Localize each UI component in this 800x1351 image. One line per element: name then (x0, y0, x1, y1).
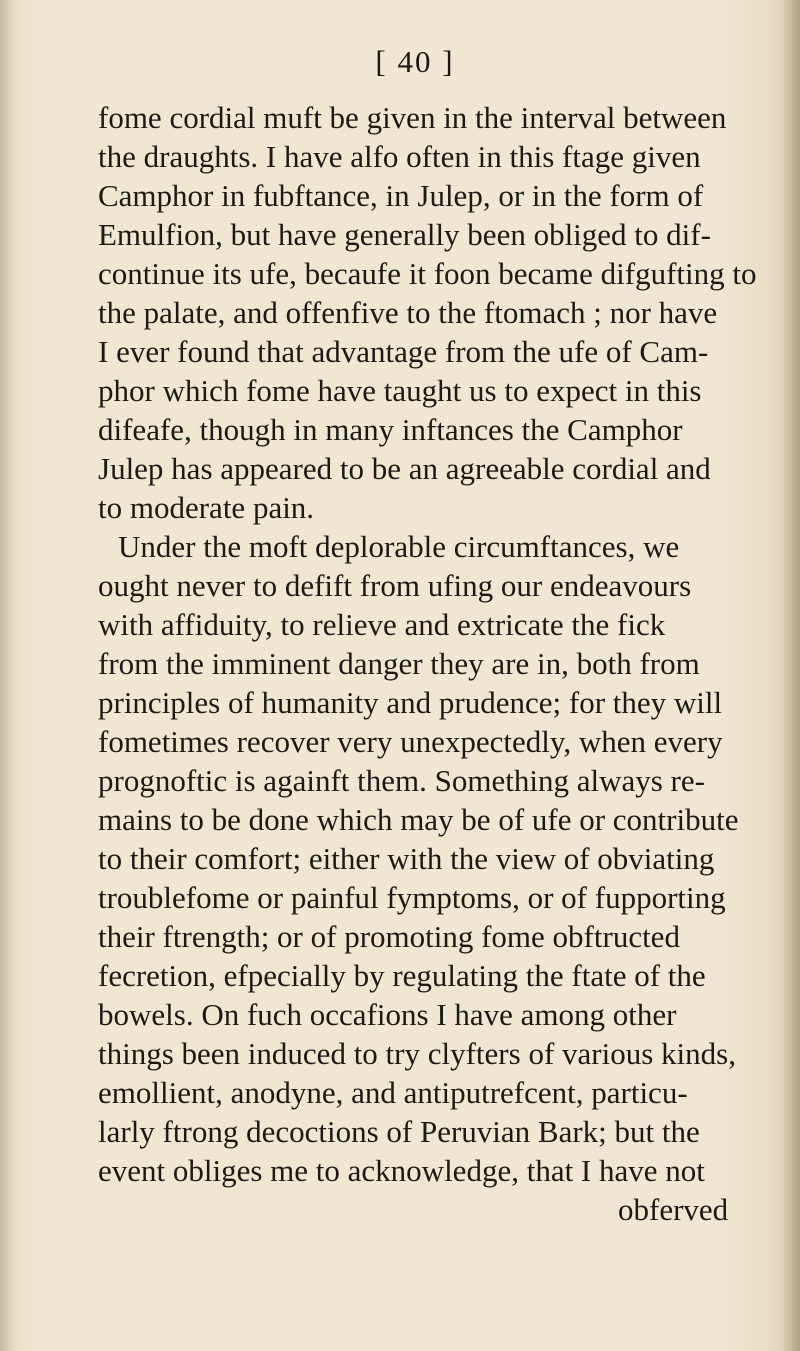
text-line: fome cordial muft be given in the interval between (98, 100, 727, 135)
text-line: Emulfion, but have generally been obliged to dif- (98, 217, 711, 252)
text-line: ought never to defift from ufing our endeavours (98, 568, 692, 603)
text-line: to moderate pain. (98, 490, 315, 525)
text-line: bowels. On fuch occafions I have among other (98, 997, 677, 1032)
text-line: Camphor in fubftance, in Julep, or in the form of (98, 178, 704, 213)
text-line: difeafe, though in many inftances the Camphor (98, 412, 683, 447)
page-left-shadow (0, 0, 14, 1351)
text-line: the draughts. I have alfo often in this ftage given (98, 139, 701, 174)
text-line: prognoftic is againft them. Something always re- (98, 763, 705, 798)
text-line: to their comfort; either with the view of obviating (98, 841, 715, 876)
text-line: Under the moft deplorable circumftances, we (118, 529, 680, 564)
text-line: their ftrength; or of promoting fome obftructed (98, 919, 680, 954)
page-right-shadow (782, 0, 800, 1351)
text-line: I ever found that advantage from the ufe of Cam- (98, 334, 709, 369)
text-line: things been induced to try clyfters of various kinds, (98, 1036, 736, 1071)
text-line: from the imminent danger they are in, both from (98, 646, 700, 681)
catchword: obferved (618, 1192, 729, 1227)
text-line: fometimes recover very unexpectedly, when every (98, 724, 723, 759)
text-line: mains to be done which may be of ufe or contribute (98, 802, 739, 837)
text-line: the palate, and offenfive to the ftomach ; nor have (98, 295, 718, 330)
text-line: Julep has appeared to be an agreeable cordial and (98, 451, 711, 486)
text-line: fecretion, efpecially by regulating the ftate of the (98, 958, 706, 993)
page-number: [ 40 ] (375, 44, 455, 79)
text-line: troublefome or painful fymptoms, or of fupporting (98, 880, 726, 915)
text-line: with affiduity, to relieve and extricate the fick (98, 607, 666, 642)
text-line: event obliges me to acknowledge, that I have not (98, 1153, 705, 1188)
text-line: principles of humanity and prudence; for they will (98, 685, 723, 720)
text-line: emollient, anodyne, and antiputrefcent, particu- (98, 1075, 688, 1110)
text-line: phor which fome have taught us to expect in this (98, 373, 702, 408)
text-line: larly ftrong decoctions of Peruvian Bark; but the (98, 1114, 700, 1149)
text-line: continue its ufe, becaufe it foon became difgufting to (98, 256, 757, 291)
